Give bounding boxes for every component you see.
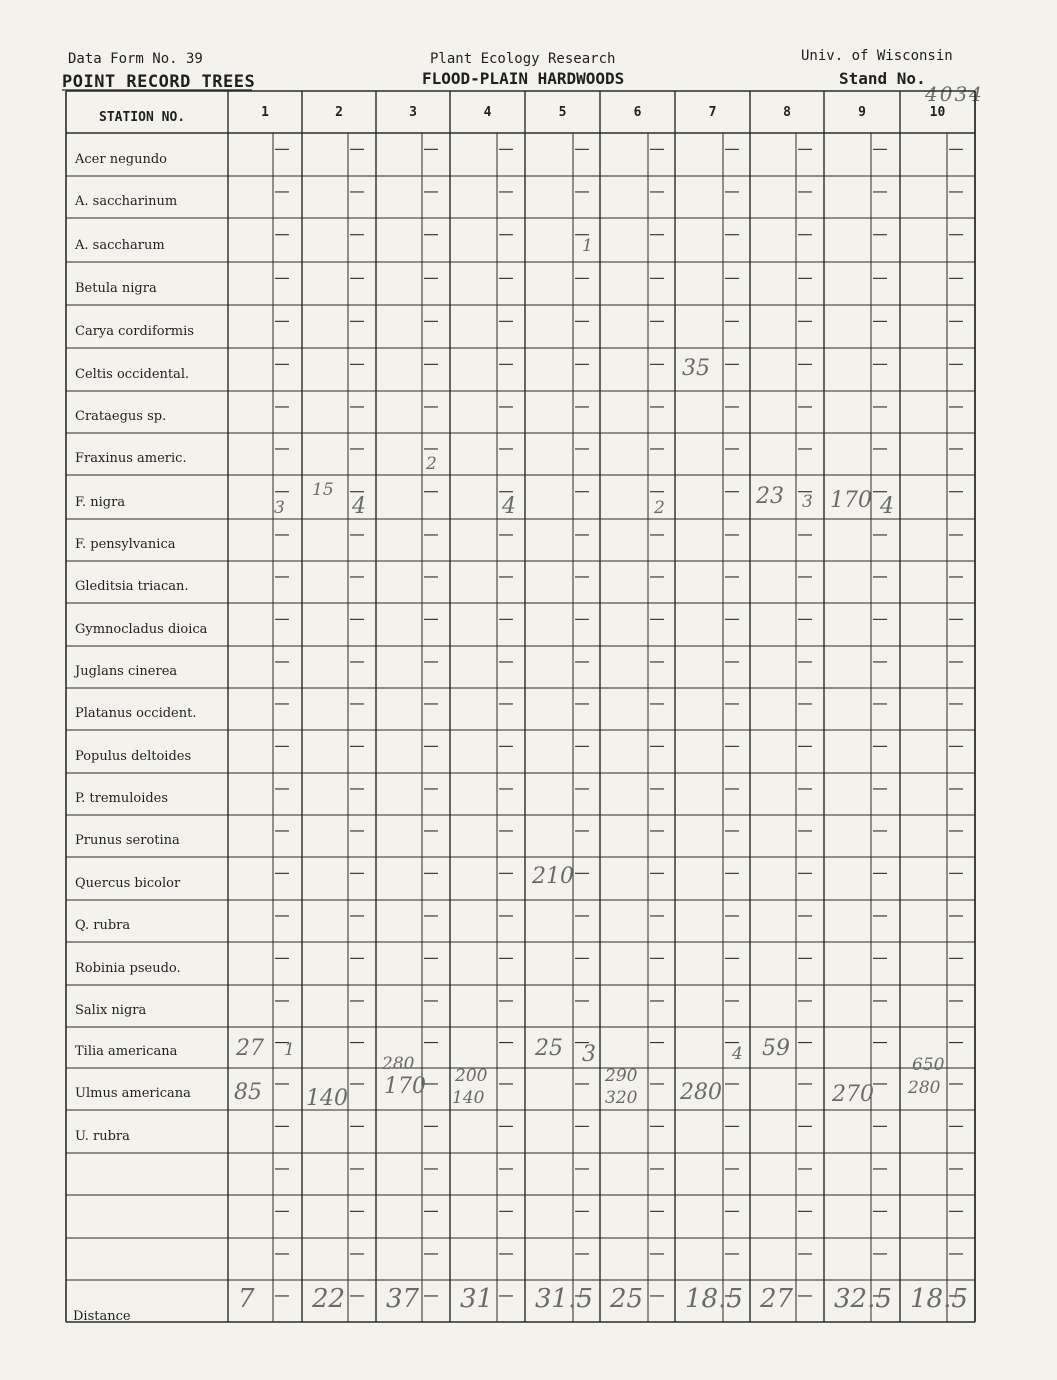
form-title: POINT RECORD TREES — [62, 72, 256, 92]
handwritten-value: 4 — [732, 1044, 743, 1064]
handwritten-value: 59 — [762, 1036, 790, 1061]
station-number-label: STATION NO. — [99, 110, 186, 125]
station-number: 5 — [558, 105, 567, 120]
station-number: 3 — [409, 105, 417, 120]
species-name: Quercus bicolor — [75, 876, 181, 891]
species-name: P. tremuloides — [75, 791, 169, 806]
stand-number-label: Stand No. — [839, 69, 926, 88]
distance-value: 18.5 — [685, 1284, 743, 1314]
handwritten-value: 200 — [455, 1066, 488, 1086]
species-name: Robinia pseudo. — [75, 961, 181, 976]
handwritten-value: 4 — [880, 494, 894, 519]
species-name: Crataegus sp. — [75, 409, 167, 424]
species-name: Prunus serotina — [75, 833, 180, 848]
handwritten-value: 2 — [426, 454, 437, 474]
handwritten-value: 280 — [382, 1054, 415, 1074]
station-number: 10 — [929, 105, 946, 120]
distance-value: 25 — [610, 1284, 644, 1314]
handwritten-value: 4 — [502, 494, 516, 519]
station-number: 9 — [858, 105, 866, 120]
species-name: Platanus occident. — [75, 706, 197, 721]
station-number: 2 — [335, 105, 343, 120]
form-number: Data Form No. 39 — [68, 51, 203, 67]
species-name: Q. rubra — [75, 918, 131, 933]
handwritten-value: 3 — [802, 492, 813, 512]
species-name: Celtis occidental. — [75, 367, 190, 382]
handwritten-value: 27 — [236, 1036, 264, 1061]
handwritten-value: 280 — [908, 1078, 941, 1098]
station-number: 8 — [783, 105, 791, 120]
species-name: F. pensylvanica — [75, 537, 176, 552]
handwritten-value: 140 — [306, 1086, 348, 1111]
distance-value: 32.5 — [834, 1284, 892, 1314]
handwritten-value: 170 — [830, 488, 872, 513]
handwritten-value: 2 — [654, 498, 665, 518]
species-name: U. rubra — [75, 1129, 130, 1144]
species-name: Gymnocladus dioica — [75, 622, 208, 637]
handwritten-value: 1 — [284, 1040, 295, 1060]
species-name: Acer negundo — [75, 152, 167, 167]
species-name: Gleditsia triacan. — [75, 579, 189, 594]
species-name: Populus deltoides — [75, 749, 192, 764]
distance-value: 31 — [460, 1284, 494, 1314]
distance-value: 22 — [312, 1284, 346, 1314]
distance-value: 31.5 — [535, 1284, 593, 1314]
handwritten-value: 270 — [832, 1082, 874, 1107]
university: Univ. of Wisconsin — [801, 48, 953, 64]
distance-value: 27 — [760, 1284, 794, 1314]
handwritten-value: 1 — [582, 236, 593, 256]
handwritten-value: 3 — [582, 1042, 596, 1067]
species-name: A. saccharinum — [75, 194, 178, 209]
species-name: Tilia americana — [75, 1044, 178, 1059]
distance-label: Distance — [73, 1309, 131, 1324]
handwritten-value: 140 — [452, 1088, 485, 1108]
species-name: Betula nigra — [75, 281, 157, 296]
handwritten-value: 35 — [682, 356, 710, 381]
handwritten-value: 210 — [532, 864, 574, 889]
species-name: Juglans cinerea — [75, 664, 178, 679]
handwritten-value: 290 — [605, 1066, 638, 1086]
species-name: Ulmus americana — [75, 1086, 191, 1101]
organization: Plant Ecology Research — [430, 51, 616, 67]
form-subtitle: FLOOD-PLAIN HARDWOODS — [422, 69, 625, 88]
stand-number-value: 4034 — [925, 82, 984, 106]
species-name: Salix nigra — [75, 1003, 147, 1018]
station-number: 7 — [708, 105, 717, 120]
species-name: A. saccharum — [75, 238, 165, 253]
distance-value: 37 — [386, 1284, 420, 1314]
handwritten-value: 320 — [605, 1088, 638, 1108]
handwritten-value: 85 — [234, 1080, 262, 1105]
station-number: 4 — [483, 105, 492, 120]
handwritten-value: 3 — [274, 498, 285, 518]
distance-value: 18.5 — [910, 1284, 968, 1314]
handwritten-value: 280 — [680, 1080, 722, 1105]
handwritten-value: 170 — [384, 1074, 426, 1099]
species-name: Carya cordiformis — [75, 324, 194, 339]
species-name: Fraxinus americ. — [75, 451, 187, 466]
station-number: 6 — [633, 105, 642, 120]
station-number: 1 — [261, 105, 269, 120]
handwritten-value: 4 — [352, 494, 366, 519]
handwritten-value: 15 — [312, 480, 334, 500]
handwritten-value: 650 — [912, 1055, 945, 1075]
distance-value: 7 — [238, 1284, 255, 1314]
species-name: F. nigra — [75, 495, 126, 510]
handwritten-value: 23 — [756, 484, 784, 509]
handwritten-value: 25 — [535, 1036, 563, 1061]
